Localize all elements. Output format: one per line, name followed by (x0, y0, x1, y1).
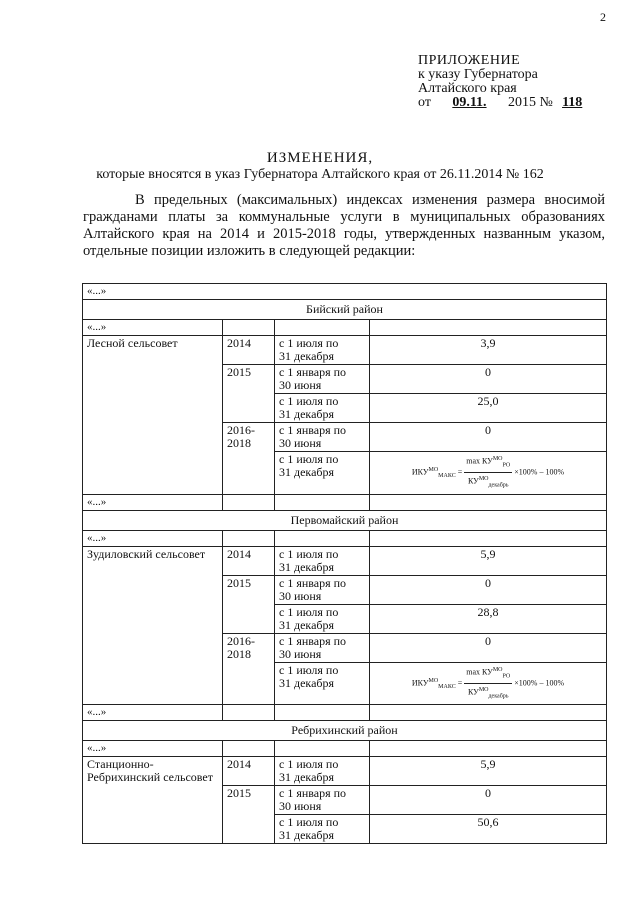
page-number: 2 (600, 10, 606, 24)
period-start: с 1 января по (279, 786, 347, 800)
period-cell (275, 575, 370, 604)
empty-cell (223, 705, 275, 721)
year-cell: 2014 (223, 757, 275, 786)
period-cell (275, 423, 370, 452)
index-value: 5,9 (370, 757, 607, 786)
index-value: 50,6 (370, 815, 607, 844)
period-cell (275, 452, 370, 495)
formula-numerator (464, 664, 512, 684)
region-name: Бийский район (83, 300, 607, 320)
empty-cell (223, 741, 275, 757)
index-value: 0 (370, 786, 607, 815)
region-row (83, 510, 607, 530)
period-start: с 1 января по (279, 633, 347, 648)
index-value: 28,8 (370, 604, 607, 633)
document-subheading: которые вносятся в указ Губернатора Алтайского края от 26.11.2014 № 162 (96, 167, 544, 182)
region-row (83, 300, 607, 320)
ellipsis-row (83, 741, 607, 757)
index-formula (412, 664, 564, 704)
index-value: 0 (370, 633, 607, 662)
formula-lhs-sub: МАКС (438, 683, 456, 690)
formula-numerator (464, 453, 512, 473)
empty-cell (275, 320, 370, 336)
data-row (83, 336, 607, 365)
formula-eq: = (455, 678, 465, 688)
ellipsis-row (83, 320, 607, 336)
formula-lhs-sub: МАКС (438, 473, 456, 480)
period-end: 31 декабря (279, 559, 335, 574)
formula-den-sub: декабрь (488, 693, 509, 699)
intro-paragraph (83, 192, 605, 260)
ellipsis-cell: «...» (83, 494, 223, 510)
ellipsis-cell: «...» (83, 320, 223, 336)
indices-table (82, 283, 607, 844)
empty-cell (370, 741, 607, 757)
ellipsis-row (83, 494, 607, 510)
period-start: с 1 января по (279, 575, 347, 590)
year-cell: 2015 (223, 365, 275, 423)
period-start: с 1 июля по (279, 452, 339, 466)
decree-number: 118 (562, 95, 583, 110)
formula-num-text: max КУ (466, 456, 493, 466)
formula-lhs: ИКУ (411, 467, 429, 477)
period-start: с 1 января по (279, 365, 347, 379)
empty-cell (275, 741, 370, 757)
period-end: 31 декабря (279, 407, 335, 421)
year-cell: 2014 (223, 546, 275, 575)
period-cell (275, 786, 370, 815)
settlement-name: Лесной сельсовет (83, 336, 223, 495)
ellipsis-row (83, 705, 607, 721)
appendix-date-line (418, 96, 582, 110)
period-cell (275, 365, 370, 394)
ellipsis-cell: «...» (83, 741, 223, 757)
ellipsis-cell: «...» (83, 530, 223, 546)
year-cell: 2015 (223, 786, 275, 844)
date-prefix: от (418, 95, 431, 110)
period-start: с 1 января по (279, 423, 347, 437)
formula-fraction (464, 664, 512, 704)
date-value: 09.11. (452, 95, 487, 110)
period-end: 30 июня (279, 799, 322, 813)
year-text: 2015 № (507, 95, 553, 110)
index-value: 0 (370, 423, 607, 452)
appendix-line-2: Алтайского края (418, 81, 517, 96)
formula-num-sub: РО (502, 672, 511, 679)
empty-cell (370, 494, 607, 510)
empty-cell (223, 320, 275, 336)
region-name: Ребрихинский район (83, 721, 607, 741)
period-end: 30 июня (279, 588, 322, 603)
period-start: с 1 июля по (279, 662, 339, 677)
index-value: 5,9 (370, 546, 607, 575)
index-value: 3,9 (370, 336, 607, 365)
intro-text: В предельных (максимальных) индексах изменения размера вносимой гражданами платы за коммунальные услуги в муниципальных образованиях Алтайского края на 2014 и 2015-2018 годы, утвержденных названным указом, отдельные позиции изложить в следующей редакции: (83, 192, 605, 259)
formula-den-text: КУ (467, 476, 479, 486)
formula-denominator (464, 473, 512, 492)
formula-num-text: max КУ (466, 667, 493, 677)
period-cell (275, 394, 370, 423)
formula-num-sup: МО (492, 666, 503, 673)
empty-cell (223, 494, 275, 510)
appendix-line-1: к указу Губернатора (418, 67, 538, 82)
period-start: с 1 июля по (279, 757, 339, 771)
year-cell: 2016-2018 (223, 633, 275, 705)
period-end: 31 декабря (279, 617, 335, 632)
formula-tail: ×100% – 100% (512, 678, 565, 688)
formula-num-sup: МО (492, 456, 503, 462)
period-cell (275, 336, 370, 365)
appendix-title: ПРИЛОЖЕНИЕ (418, 53, 521, 68)
period-start: с 1 июля по (279, 546, 339, 561)
formula-den-sup: МО (478, 476, 489, 483)
index-value: 0 (370, 575, 607, 604)
settlement-name: Станционно-Ребрихинский сельсовет (83, 757, 223, 844)
period-cell (275, 633, 370, 662)
period-end: 30 июня (279, 436, 322, 450)
period-cell (275, 546, 370, 575)
formula-lhs-sup: МО (428, 466, 439, 473)
ellipsis-cell: «...» (83, 284, 607, 300)
empty-cell (275, 494, 370, 510)
formula-den-sub: декабрь (488, 482, 509, 489)
index-formula (412, 453, 564, 493)
index-value: 0 (370, 365, 607, 394)
year-cell: 2016-2018 (223, 423, 275, 495)
ellipsis-cell: «...» (83, 705, 223, 721)
data-row (83, 546, 607, 575)
appendix-block (418, 54, 582, 110)
empty-cell (275, 705, 370, 721)
empty-cell (370, 530, 607, 546)
formula-denominator (464, 684, 512, 703)
region-name: Первомайский район (83, 510, 607, 530)
empty-cell (223, 530, 275, 546)
region-row (83, 721, 607, 741)
period-end: 31 декабря (279, 770, 335, 784)
period-end: 31 декабря (279, 828, 335, 842)
period-end: 31 декабря (279, 349, 335, 363)
period-cell (275, 604, 370, 633)
period-start: с 1 июля по (279, 604, 339, 619)
settlement-name: Зудиловский сельсовет (83, 546, 223, 705)
ellipsis-row (83, 284, 607, 300)
empty-cell (370, 705, 607, 721)
formula-den-text: КУ (467, 687, 479, 697)
formula-num-sub: РО (502, 462, 511, 469)
period-end: 30 июня (279, 378, 322, 392)
period-start: с 1 июля по (279, 815, 339, 829)
index-value: 25,0 (370, 394, 607, 423)
ellipsis-row (83, 530, 607, 546)
period-end: 30 июня (279, 646, 322, 661)
period-start: с 1 июля по (279, 394, 339, 408)
formula-fraction (464, 453, 512, 493)
period-cell (275, 815, 370, 844)
document-heading: ИЗМЕНЕНИЯ, (266, 150, 374, 166)
data-row (83, 757, 607, 786)
period-end: 31 декабря (279, 675, 335, 690)
formula-lhs: ИКУ (411, 678, 429, 688)
period-start: с 1 июля по (279, 336, 339, 350)
formula-eq: = (455, 467, 465, 477)
index-value (370, 662, 607, 705)
year-cell: 2014 (223, 336, 275, 365)
formula-lhs-sup: МО (428, 677, 439, 684)
empty-cell (275, 530, 370, 546)
empty-cell (370, 320, 607, 336)
year-cell: 2015 (223, 575, 275, 633)
formula-den-sup: МО (478, 686, 489, 693)
index-value (370, 452, 607, 495)
period-end: 31 декабря (279, 465, 335, 479)
period-cell (275, 757, 370, 786)
period-cell (275, 662, 370, 705)
formula-tail: ×100% – 100% (512, 467, 565, 477)
